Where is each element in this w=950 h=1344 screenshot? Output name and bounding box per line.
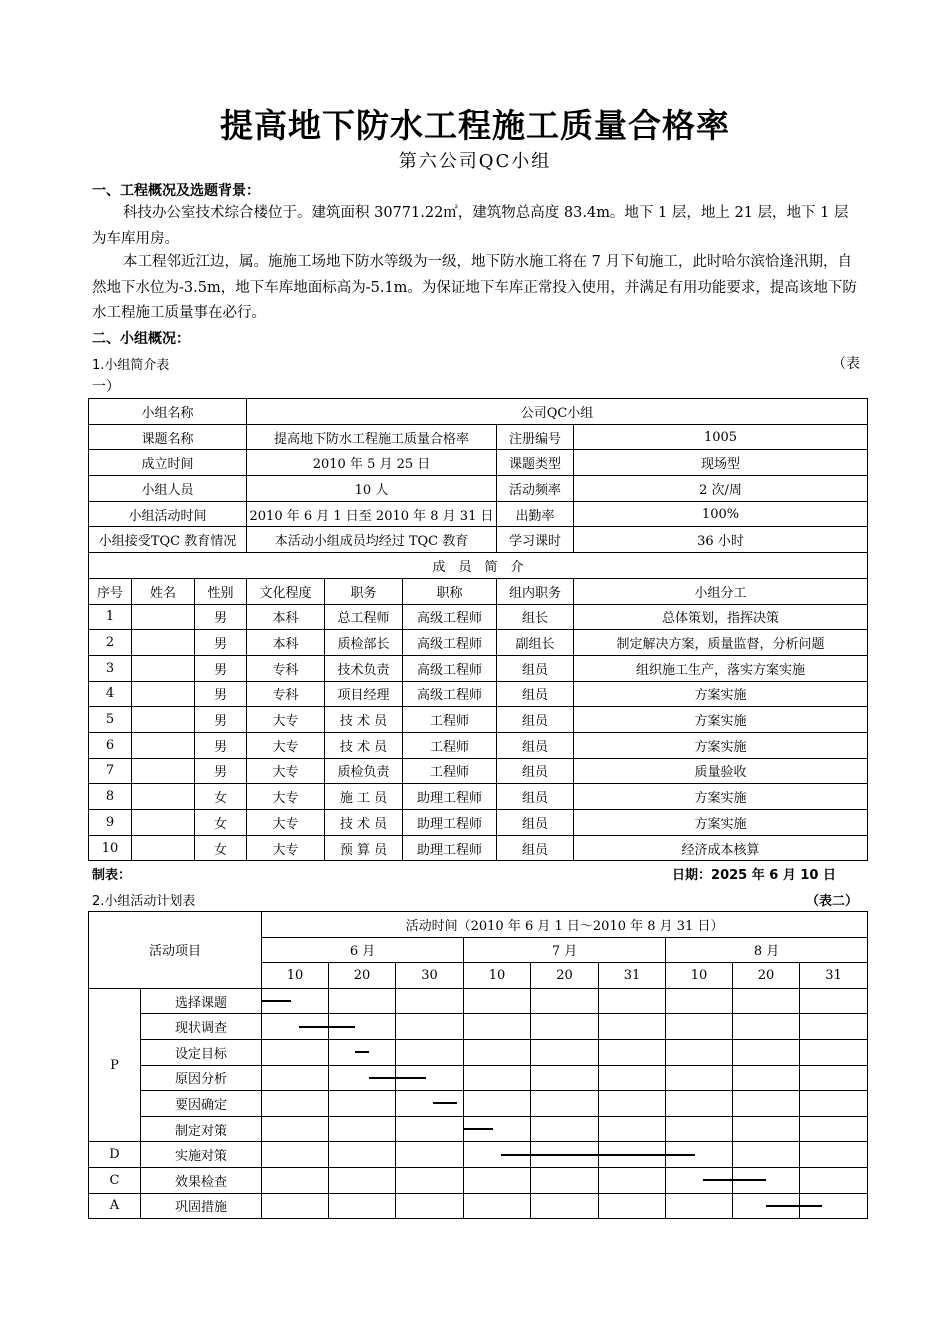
gantt-bar [299, 1026, 356, 1028]
roster-cell: 高级工程师 [403, 630, 497, 656]
value-registration: 1005 [574, 424, 868, 450]
plan-grid-cell [800, 1014, 868, 1040]
plan-grid-cell [262, 1142, 329, 1168]
document-subtitle: 第六公司QC小组 [398, 151, 552, 172]
group-info-table [88, 398, 868, 861]
plan-day-cell: 20 [733, 963, 800, 989]
roster-row [89, 732, 868, 758]
roster-cell [132, 630, 195, 656]
plan-grid-cell [666, 988, 733, 1014]
gantt-bar [355, 1051, 368, 1053]
plan-row [89, 988, 868, 1014]
plan-grid-cell [464, 1014, 531, 1040]
roster-cell: 男 [195, 681, 247, 707]
value-study-hours: 36 小时 [574, 527, 868, 553]
roster-row [89, 835, 868, 861]
gantt-bar [433, 1102, 458, 1104]
plan-grid-cell [262, 1116, 329, 1142]
roster-cell: 工程师 [403, 732, 497, 758]
plan-phase-cell: A [89, 1193, 141, 1219]
roster-cell: 大专 [247, 810, 325, 836]
roster-cell: 总体策划，指挥决策 [574, 604, 868, 630]
roster-cell: 9 [89, 810, 132, 836]
plan-grid-cell [531, 1167, 599, 1193]
roster-cell: 男 [195, 630, 247, 656]
plan-grid-cell [800, 1116, 868, 1142]
section-1-heading: 一、工程概况及选题背景： [92, 183, 260, 199]
label-period: 小组活动时间 [89, 501, 247, 527]
plan-month-cell: 7 月 [464, 937, 666, 963]
roster-cell: 10 [89, 835, 132, 861]
roster-header-cell: 姓名 [132, 578, 195, 604]
roster-cell: 组织施工生产，落实方案实施 [574, 655, 868, 681]
plan-item-cell: 制定对策 [141, 1116, 262, 1142]
roster-cell: 7 [89, 758, 132, 784]
roster-cell: 工程师 [403, 758, 497, 784]
value-attendance: 100% [574, 501, 868, 527]
roster-cell [132, 758, 195, 784]
roster-cell: 大专 [247, 732, 325, 758]
value-founded: 2010 年 5 月 25 日 [247, 450, 497, 476]
label-members: 小组人员 [89, 476, 247, 502]
plan-item-cell: 效果检查 [141, 1167, 262, 1193]
roster-cell: 本科 [247, 630, 325, 656]
roster-cell [132, 681, 195, 707]
plan-day-cell: 10 [262, 963, 329, 989]
roster-header-row [89, 578, 868, 604]
roster-cell: 技术负责 [325, 655, 403, 681]
roster-cell: 总工程师 [325, 604, 403, 630]
plan-grid-cell [531, 1014, 599, 1040]
plan-grid-cell [464, 988, 531, 1014]
value-group-name: 公司QC小组 [247, 399, 868, 425]
plan-phase-cell: P [89, 988, 141, 1142]
roster-cell: 专科 [247, 655, 325, 681]
plan-grid-cell [599, 1116, 666, 1142]
roster-cell: 女 [195, 835, 247, 861]
gantt-bar [766, 1205, 822, 1207]
plan-item-cell: 设定目标 [141, 1039, 262, 1065]
roster-cell: 5 [89, 707, 132, 733]
maker-label: 制表： [92, 868, 132, 883]
plan-item-cell: 现状调查 [141, 1014, 262, 1040]
roster-cell: 方案实施 [574, 732, 868, 758]
plan-item-cell: 巩固措施 [141, 1193, 262, 1219]
plan-grid-cell [666, 1091, 733, 1117]
roster-cell: 大专 [247, 707, 325, 733]
plan-grid-cell [329, 1116, 396, 1142]
roster-row [89, 758, 868, 784]
label-study-hours: 学习课时 [497, 527, 574, 553]
label-topic: 课题名称 [89, 424, 247, 450]
plan-grid-cell [531, 1091, 599, 1117]
label-tqc: 小组接受TQC 教育情况 [89, 527, 247, 553]
section-2-heading: 二、小组概况： [92, 331, 190, 347]
plan-grid-cell [329, 988, 396, 1014]
label-group-name: 小组名称 [89, 399, 247, 425]
table-date: 日期：2025 年 6 月 10 日 [672, 868, 836, 883]
plan-grid-cell [599, 1039, 666, 1065]
plan-grid-cell [329, 1142, 396, 1168]
roster-cell: 组员 [497, 655, 574, 681]
plan-grid-cell [262, 1065, 329, 1091]
roster-cell: 预 算 员 [325, 835, 403, 861]
roster-cell: 女 [195, 810, 247, 836]
roster-cell: 质量验收 [574, 758, 868, 784]
plan-grid-cell [800, 1167, 868, 1193]
gantt-bar [262, 1000, 292, 1002]
roster-cell: 1 [89, 604, 132, 630]
plan-grid-cell [733, 1116, 800, 1142]
plan-grid-cell [599, 988, 666, 1014]
plan-grid-cell [329, 1091, 396, 1117]
plan-grid-cell [464, 1193, 531, 1219]
roster-cell: 方案实施 [574, 784, 868, 810]
roster-cell: 4 [89, 681, 132, 707]
plan-time-header: 活动时间（2010 年 6 月 1 日～2010 年 8 月 31 日） [262, 912, 868, 938]
plan-grid-cell [733, 1065, 800, 1091]
plan-grid-cell [733, 1014, 800, 1040]
plan-day-cell: 31 [599, 963, 666, 989]
roster-cell: 专科 [247, 681, 325, 707]
plan-item-cell: 要因确定 [141, 1091, 262, 1117]
roster-cell: 质检负责 [325, 758, 403, 784]
roster-cell: 大专 [247, 784, 325, 810]
roster-row [89, 655, 868, 681]
plan-month-cell: 8 月 [666, 937, 868, 963]
plan-grid-cell [733, 1091, 800, 1117]
plan-month-cell: 6 月 [262, 937, 464, 963]
value-frequency: 2 次/周 [574, 476, 868, 502]
roster-cell: 质检部长 [325, 630, 403, 656]
plan-grid-cell [396, 1116, 464, 1142]
plan-grid-cell [396, 988, 464, 1014]
plan-grid-cell [329, 1167, 396, 1193]
plan-item-cell: 选择课题 [141, 988, 262, 1014]
roster-cell: 男 [195, 604, 247, 630]
roster-cell: 组员 [497, 784, 574, 810]
plan-grid-cell [531, 1065, 599, 1091]
plan-item-cell: 原因分析 [141, 1065, 262, 1091]
roster-cell: 组长 [497, 604, 574, 630]
plan-grid-cell [464, 1065, 531, 1091]
roster-cell: 技 术 员 [325, 810, 403, 836]
plan-day-cell: 31 [800, 963, 868, 989]
plan-grid-cell [800, 1065, 868, 1091]
plan-grid-cell [262, 1039, 329, 1065]
roster-header-cell: 序号 [89, 578, 132, 604]
document-title: 提高地下防水工程施工质量合格率 [220, 106, 730, 145]
plan-phase-cell: D [89, 1142, 141, 1168]
plan-row [89, 1091, 868, 1117]
value-members: 10 人 [247, 476, 497, 502]
plan-grid-cell [599, 1014, 666, 1040]
roster-cell: 助理工程师 [403, 835, 497, 861]
plan-row [89, 1014, 868, 1040]
plan-day-cell: 10 [464, 963, 531, 989]
plan-grid-cell [329, 1193, 396, 1219]
roster-cell: 助理工程师 [403, 784, 497, 810]
plan-grid-cell [800, 1142, 868, 1168]
plan-grid-cell [396, 1014, 464, 1040]
roster-row [89, 604, 868, 630]
roster-cell: 6 [89, 732, 132, 758]
value-topic: 提高地下防水工程施工质量合格率 [247, 424, 497, 450]
plan-row [89, 1039, 868, 1065]
plan-grid-cell [666, 1193, 733, 1219]
plan-item-cell: 实施对策 [141, 1142, 262, 1168]
roster-cell: 助理工程师 [403, 810, 497, 836]
plan-grid-cell [599, 1065, 666, 1091]
plan-grid-cell [531, 1039, 599, 1065]
plan-grid-cell [262, 1091, 329, 1117]
roster-cell: 施 工 员 [325, 784, 403, 810]
roster-cell: 方案实施 [574, 681, 868, 707]
roster-header-cell: 文化程度 [247, 578, 325, 604]
plan-grid-cell [464, 1091, 531, 1117]
gantt-bar [501, 1154, 696, 1156]
roster-cell: 本科 [247, 604, 325, 630]
roster-header-cell: 组内职务 [497, 578, 574, 604]
table-2-tag: （表二） [805, 894, 858, 909]
label-registration: 注册编号 [497, 424, 574, 450]
roster-row [89, 784, 868, 810]
value-topic-type: 现场型 [574, 450, 868, 476]
table-1-tag: （表 [832, 356, 860, 372]
plan-grid-cell [262, 1167, 329, 1193]
roster-row [89, 810, 868, 836]
roster-cell: 组员 [497, 732, 574, 758]
label-topic-type: 课题类型 [497, 450, 574, 476]
roster-cell: 高级工程师 [403, 604, 497, 630]
plan-grid-cell [666, 1065, 733, 1091]
plan-grid-cell [800, 1091, 868, 1117]
plan-item-header: 活动项目 [89, 912, 262, 989]
plan-grid-cell [599, 1091, 666, 1117]
roster-cell: 技 术 员 [325, 732, 403, 758]
table-2-caption: 2.小组活动计划表 [92, 894, 196, 909]
roster-cell [132, 835, 195, 861]
roster-cell: 组员 [497, 758, 574, 784]
roster-cell: 工程师 [403, 707, 497, 733]
roster-row [89, 630, 868, 656]
plan-grid-cell [396, 1039, 464, 1065]
roster-cell: 男 [195, 758, 247, 784]
roster-body [89, 604, 868, 861]
plan-grid-cell [464, 1167, 531, 1193]
activity-plan-table [88, 911, 868, 1219]
gantt-bar [369, 1077, 427, 1079]
gantt-bar [703, 1179, 766, 1181]
plan-grid-cell [800, 1039, 868, 1065]
roster-cell: 2 [89, 630, 132, 656]
roster-cell: 男 [195, 707, 247, 733]
section-1-paragraph-2: 本工程邻近江边，属。施施工场地下防水等级为一级，地下防水施工将在 7 月下旬施工，此时哈尔滨恰逢汛期，自然地下水位为-3.5m，地下车库地面标高为-5.1m。为保证地下车库正常投入使用，并满足有用功能要求，提高该地下防水工程施工质量事在必行。 [92, 254, 857, 321]
roster-cell: 方案实施 [574, 707, 868, 733]
roster-cell [132, 810, 195, 836]
plan-day-cell: 20 [329, 963, 396, 989]
plan-grid-cell [531, 988, 599, 1014]
roster-title: 成 员 简 介 [89, 553, 868, 579]
plan-grid-cell [599, 1193, 666, 1219]
plan-grid-cell [666, 1116, 733, 1142]
roster-cell [132, 784, 195, 810]
gantt-bar [464, 1128, 494, 1130]
plan-grid-cell [733, 1039, 800, 1065]
plan-grid-cell [262, 1193, 329, 1219]
roster-cell: 项目经理 [325, 681, 403, 707]
label-frequency: 活动频率 [497, 476, 574, 502]
roster-cell: 组员 [497, 835, 574, 861]
plan-grid-cell [396, 1193, 464, 1219]
label-attendance: 出勤率 [497, 501, 574, 527]
roster-cell: 副组长 [497, 630, 574, 656]
roster-cell: 男 [195, 732, 247, 758]
plan-phase-cell: C [89, 1167, 141, 1193]
value-tqc: 本活动小组成员均经过 TQC 教育 [247, 527, 497, 553]
value-period: 2010 年 6 月 1 日至 2010 年 8 月 31 日 [247, 501, 497, 527]
roster-row [89, 707, 868, 733]
roster-cell [132, 732, 195, 758]
roster-header-cell: 性别 [195, 578, 247, 604]
plan-grid-cell [733, 988, 800, 1014]
plan-grid-cell [666, 1039, 733, 1065]
plan-grid-cell [396, 1142, 464, 1168]
roster-cell: 高级工程师 [403, 681, 497, 707]
roster-cell [132, 655, 195, 681]
plan-grid-cell [396, 1167, 464, 1193]
roster-header-cell: 职务 [325, 578, 403, 604]
roster-header-cell: 小组分工 [574, 578, 868, 604]
plan-grid-cell [800, 988, 868, 1014]
roster-row [89, 681, 868, 707]
roster-cell [132, 707, 195, 733]
roster-cell: 女 [195, 784, 247, 810]
plan-row [89, 1193, 868, 1219]
roster-cell: 高级工程师 [403, 655, 497, 681]
label-founded: 成立时间 [89, 450, 247, 476]
roster-cell [132, 604, 195, 630]
roster-cell: 经济成本核算 [574, 835, 868, 861]
plan-row [89, 1065, 868, 1091]
plan-grid-cell [531, 1193, 599, 1219]
roster-cell: 方案实施 [574, 810, 868, 836]
roster-cell: 组员 [497, 707, 574, 733]
roster-cell: 技 术 员 [325, 707, 403, 733]
table-1-tag-wrap: 一） [92, 379, 120, 395]
plan-grid-cell [531, 1116, 599, 1142]
plan-day-cell: 30 [396, 963, 464, 989]
plan-grid-cell [464, 1039, 531, 1065]
roster-cell: 8 [89, 784, 132, 810]
roster-cell: 组员 [497, 681, 574, 707]
section-1-paragraph-1: 科技办公室技术综合楼位于。建筑面积 30771.22㎡，建筑物总高度 83.4m。地下 1 层，地上 21 层，地下 1 层为车库用房。 [92, 205, 849, 247]
plan-row [89, 1142, 868, 1168]
table-1-caption: 1.小组简介表 [92, 358, 170, 373]
roster-cell: 大专 [247, 835, 325, 861]
roster-cell: 男 [195, 655, 247, 681]
plan-day-cell: 20 [531, 963, 599, 989]
plan-body [89, 988, 868, 1218]
plan-grid-cell [599, 1167, 666, 1193]
roster-cell: 大专 [247, 758, 325, 784]
roster-header-cell: 职称 [403, 578, 497, 604]
plan-grid-cell [733, 1142, 800, 1168]
roster-cell: 组员 [497, 810, 574, 836]
plan-day-cell: 10 [666, 963, 733, 989]
roster-cell: 制定解决方案，质量监督，分析问题 [574, 630, 868, 656]
plan-grid-cell [666, 1014, 733, 1040]
roster-cell: 3 [89, 655, 132, 681]
